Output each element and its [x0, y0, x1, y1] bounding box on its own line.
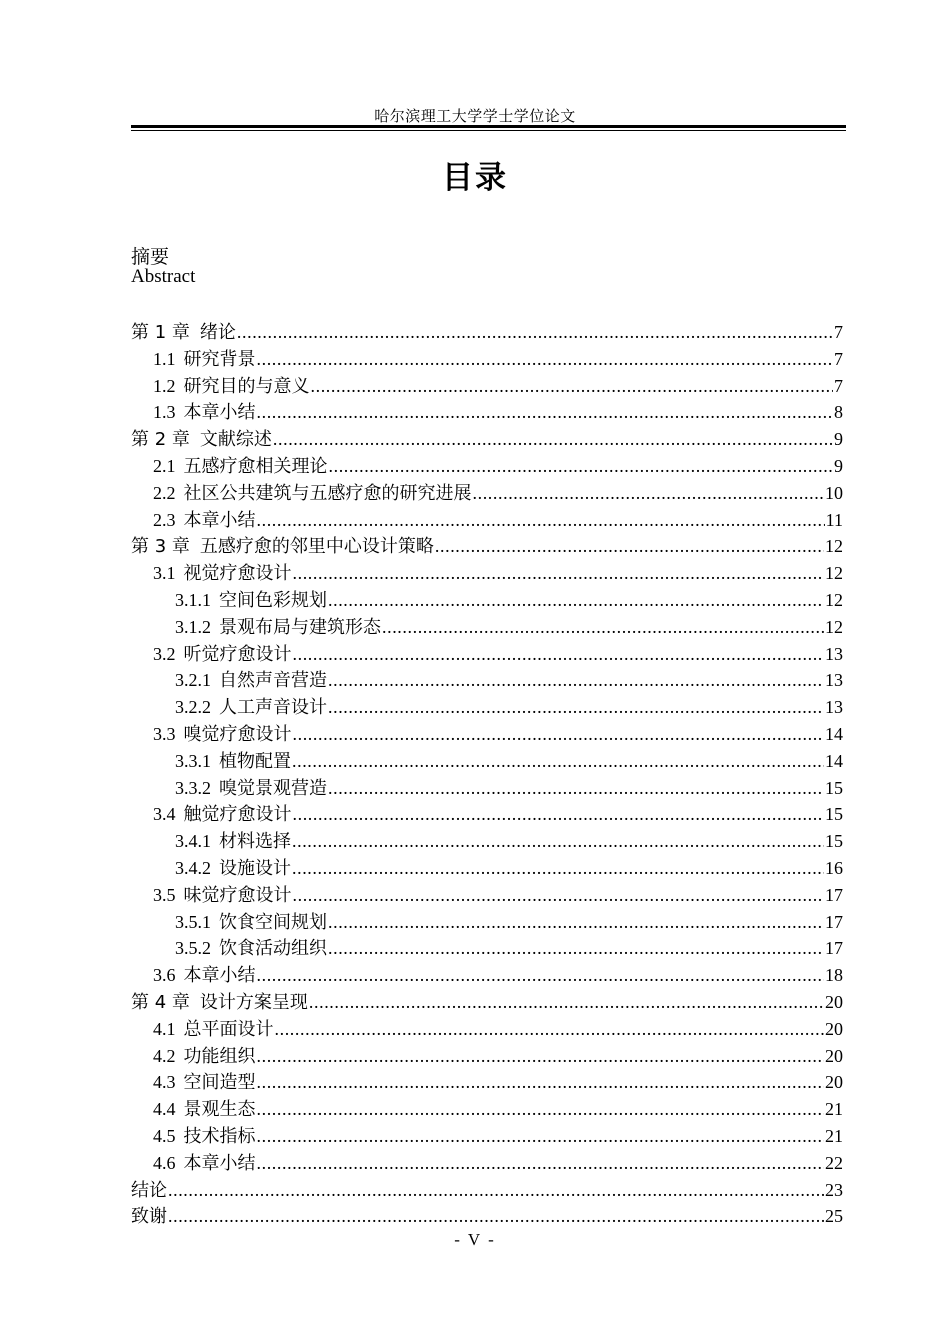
toc-dot-leader: [328, 697, 824, 718]
toc-entry-page: 12: [825, 616, 843, 637]
toc-entry-label: 技术指标: [183, 1125, 256, 1147]
toc-entry[interactable]: [131, 908, 843, 935]
toc-entry[interactable]: [131, 774, 843, 801]
toc-entry-page: 10: [825, 482, 843, 503]
toc-entry-page: 15: [825, 831, 843, 852]
toc-entry-number: 3.4.2: [175, 857, 211, 878]
toc-entry-number: 2.1: [153, 455, 176, 476]
toc-dot-leader: [382, 617, 824, 638]
toc-entry-page: 14: [825, 750, 843, 771]
toc-entry-page: 9: [834, 455, 843, 476]
toc-dot-leader: [473, 483, 825, 504]
toc-entry[interactable]: [131, 479, 843, 506]
toc-entry-label: 文献综述: [199, 429, 272, 451]
toc-dot-leader: [292, 858, 824, 879]
toc-dot-leader: [257, 965, 825, 986]
toc-entry-page: 13: [825, 643, 843, 664]
toc-entry-page: 25: [825, 1206, 843, 1227]
toc-entry[interactable]: [131, 1176, 843, 1203]
toc-entry-page: 20: [825, 991, 843, 1012]
toc-entry-page: 18: [825, 965, 843, 986]
toc-entry[interactable]: [131, 666, 843, 693]
toc-dot-leader: [168, 1180, 824, 1201]
toc-entry-page: 17: [825, 938, 843, 959]
toc-entry-page: 20: [825, 1072, 843, 1093]
toc-entry-number: 4.2: [153, 1045, 176, 1066]
toc-entry-label: 本章小结: [183, 509, 256, 531]
toc-entry[interactable]: [131, 1095, 843, 1122]
toc-dot-leader: [328, 912, 824, 933]
toc-dot-leader: [293, 724, 825, 745]
toc-dot-leader: [311, 376, 834, 397]
toc-entry-number: 第 3 章: [131, 536, 190, 558]
toc-entry-label: 饮食空间规划: [219, 911, 327, 933]
toc-entry-label: 自然声音营造: [219, 670, 327, 692]
toc-entry-page: 14: [825, 723, 843, 744]
toc-entry-label: 听觉疗愈设计: [183, 643, 292, 665]
toc-entry[interactable]: [131, 1122, 843, 1149]
toc-entry-page: 8: [834, 402, 843, 423]
toc-entry[interactable]: [131, 1068, 843, 1095]
toc-entry-label: 空间色彩规划: [219, 589, 327, 611]
toc-entry-number: 3.3.1: [175, 750, 211, 771]
toc-entry[interactable]: [131, 398, 843, 425]
toc-entry-number: 3.5.2: [175, 938, 211, 959]
toc-entry[interactable]: [131, 988, 843, 1015]
toc-entry-page: 20: [825, 1018, 843, 1039]
toc-dot-leader: [168, 1206, 824, 1227]
toc-entry-page: 7: [834, 375, 843, 396]
toc-entry-page: 20: [825, 1045, 843, 1066]
toc-entry-page: 21: [825, 1099, 843, 1120]
toc-entry[interactable]: [131, 881, 843, 908]
toc-entry-page: 7: [834, 322, 843, 342]
toc-dot-leader: [309, 992, 824, 1013]
toc-entry-page: 12: [825, 536, 843, 557]
toc-entry-page: 7: [834, 348, 843, 369]
toc-entry-number: 3.4: [153, 804, 176, 825]
toc-entry-page: 12: [825, 563, 843, 584]
toc-entry-number: 第 4 章: [131, 991, 190, 1013]
toc-entry[interactable]: [131, 345, 843, 372]
toc-entry-label: 景观布局与建筑形态: [219, 616, 381, 638]
toc-entry-number: 3.2: [153, 643, 176, 664]
toc-dot-leader: [329, 456, 834, 477]
toc-entry-number: 3.2.1: [175, 670, 211, 691]
toc-dot-leader: [328, 938, 824, 959]
toc-entry-label: 饮食活动组织: [219, 938, 327, 960]
toc-dot-leader: [257, 1072, 825, 1093]
toc-dot-leader: [293, 885, 825, 906]
toc-entry-number: 3.1: [153, 563, 176, 584]
toc-entry[interactable]: [131, 640, 843, 667]
toc-entry-number: 3.1.2: [175, 616, 211, 637]
toc-entry[interactable]: [131, 747, 843, 774]
toc-entry-label: 结论: [131, 1179, 167, 1201]
toc-entry-page: 22: [825, 1152, 843, 1173]
toc-entry[interactable]: [131, 827, 843, 854]
toc-entry[interactable]: [131, 425, 843, 452]
toc-entry-label: 研究目的与意义: [183, 375, 310, 397]
toc-entry-page: 11: [825, 509, 843, 530]
toc-entry-label: 总平面设计: [183, 1018, 274, 1040]
toc-entry-number: 1.3: [153, 402, 176, 423]
toc-entry-number: 4.5: [153, 1125, 176, 1146]
toc-entry-number: 3.5: [153, 884, 176, 905]
toc-entry-label: 研究背景: [183, 348, 256, 370]
toc-dot-leader: [257, 402, 834, 423]
toc-entry-number: 3.3.2: [175, 777, 211, 798]
toc-entry-number: 3.1.1: [175, 589, 211, 610]
toc-entry[interactable]: [131, 720, 843, 747]
table-of-contents: [131, 318, 843, 1229]
toc-entry-label: 致谢: [131, 1206, 167, 1228]
toc-entry-label: 植物配置: [219, 750, 291, 772]
toc-entry-label: 本章小结: [183, 1152, 256, 1174]
toc-entry-number: 1.1: [153, 348, 176, 369]
toc-dot-leader: [257, 1046, 825, 1067]
toc-entry-number: 3.3: [153, 723, 176, 744]
toc-entry[interactable]: [131, 961, 843, 988]
toc-dot-leader: [257, 510, 825, 531]
toc-entry-label: 功能组织: [183, 1045, 256, 1067]
toc-entry[interactable]: [131, 693, 843, 720]
toc-entry-number: 第 2 章: [131, 429, 190, 451]
toc-entry-number: 4.1: [153, 1018, 176, 1039]
toc-entry-number: 第 1 章: [131, 322, 190, 343]
page-title: 目录: [442, 160, 508, 196]
toc-entry-number: 4.3: [153, 1072, 176, 1093]
toc-dot-leader: [328, 778, 824, 799]
toc-dot-leader: [257, 1099, 825, 1120]
toc-entry-number: 3.4.1: [175, 831, 211, 852]
toc-dot-leader: [435, 536, 824, 557]
toc-entry-label: 触觉疗愈设计: [183, 804, 292, 826]
toc-dot-leader: [328, 590, 824, 611]
toc-dot-leader: [273, 429, 833, 450]
toc-entry-number: 3.5.1: [175, 911, 211, 932]
toc-entry-label: 绪论: [199, 322, 236, 343]
toc-entry[interactable]: [131, 318, 843, 345]
toc-entry-page: 13: [825, 670, 843, 691]
toc-entry-label: 本章小结: [183, 965, 256, 987]
toc-entry-page: 12: [825, 589, 843, 610]
toc-entry-label: 设计方案呈现: [199, 991, 308, 1013]
toc-entry-label: 五感疗愈的邻里中心设计策略: [199, 536, 434, 558]
toc-entry[interactable]: [131, 532, 843, 559]
toc-entry[interactable]: [131, 854, 843, 881]
toc-entry[interactable]: [131, 800, 843, 827]
toc-entry-number: 3.2.2: [175, 697, 211, 718]
toc-entry[interactable]: [131, 1202, 843, 1229]
toc-entry-label: 味觉疗愈设计: [183, 884, 292, 906]
running-header: 哈尔滨理工大学学士学位论文: [374, 107, 576, 125]
toc-entry-label: 五感疗愈相关理论: [183, 455, 328, 477]
toc-entry-label: 材料选择: [219, 831, 291, 853]
toc-entry-label: 嗅觉景观营造: [219, 777, 327, 799]
toc-dot-leader: [293, 804, 825, 825]
toc-dot-leader: [257, 1153, 825, 1174]
toc-entry-label: 嗅觉疗愈设计: [183, 723, 292, 745]
toc-entry-number: 2.2: [153, 482, 176, 503]
toc-dot-leader: [293, 644, 825, 665]
toc-entry[interactable]: [131, 586, 843, 613]
toc-entry-number: 3.6: [153, 965, 176, 986]
toc-entry-page: 17: [825, 884, 843, 905]
toc-entry-page: 17: [825, 911, 843, 932]
toc-entry[interactable]: [131, 372, 843, 399]
toc-entry-page: 13: [825, 697, 843, 718]
toc-entry-label: 设施设计: [219, 857, 291, 879]
toc-entry-label: 景观生态: [183, 1099, 256, 1121]
toc-dot-leader: [257, 349, 834, 370]
toc-dot-leader: [292, 831, 824, 852]
toc-abstract-en[interactable]: Abstract: [131, 266, 196, 287]
toc-entry-page: 15: [825, 777, 843, 798]
toc-dot-leader: [293, 563, 825, 584]
toc-entry-number: 1.2: [153, 375, 176, 396]
toc-entry-page: 21: [825, 1125, 843, 1146]
toc-entry-number: 4.4: [153, 1099, 176, 1120]
toc-entry[interactable]: [131, 613, 843, 640]
page-number: - V -: [454, 1230, 496, 1249]
toc-entry-page: 23: [825, 1179, 843, 1200]
toc-abstract-zh[interactable]: 摘要: [131, 246, 170, 268]
header-rule-thick: [131, 125, 846, 128]
toc-entry-label: 人工声音设计: [219, 697, 327, 719]
toc-entry[interactable]: [131, 1015, 843, 1042]
toc-entry[interactable]: [131, 934, 843, 961]
toc-entry[interactable]: [131, 1149, 843, 1176]
toc-entry-label: 视觉疗愈设计: [183, 563, 292, 585]
toc-entry-label: 社区公共建筑与五感疗愈的研究进展: [183, 482, 472, 504]
toc-entry-label: 空间造型: [183, 1072, 256, 1094]
toc-entry-label: 本章小结: [183, 402, 256, 424]
toc-entry[interactable]: [131, 559, 843, 586]
toc-entry-page: 15: [825, 804, 843, 825]
toc-entry-number: 4.6: [153, 1152, 176, 1173]
toc-dot-leader: [237, 322, 833, 343]
toc-entry-page: 16: [825, 857, 843, 878]
toc-entry[interactable]: [131, 452, 843, 479]
toc-dot-leader: [292, 751, 824, 772]
toc-dot-leader: [328, 670, 824, 691]
toc-entry[interactable]: [131, 506, 843, 533]
toc-entry[interactable]: [131, 1042, 843, 1069]
toc-dot-leader: [275, 1019, 825, 1040]
toc-entry-page: 9: [834, 429, 843, 450]
toc-dot-leader: [257, 1126, 825, 1147]
toc-entry-number: 2.3: [153, 509, 176, 530]
header-rule-thin: [131, 130, 846, 131]
